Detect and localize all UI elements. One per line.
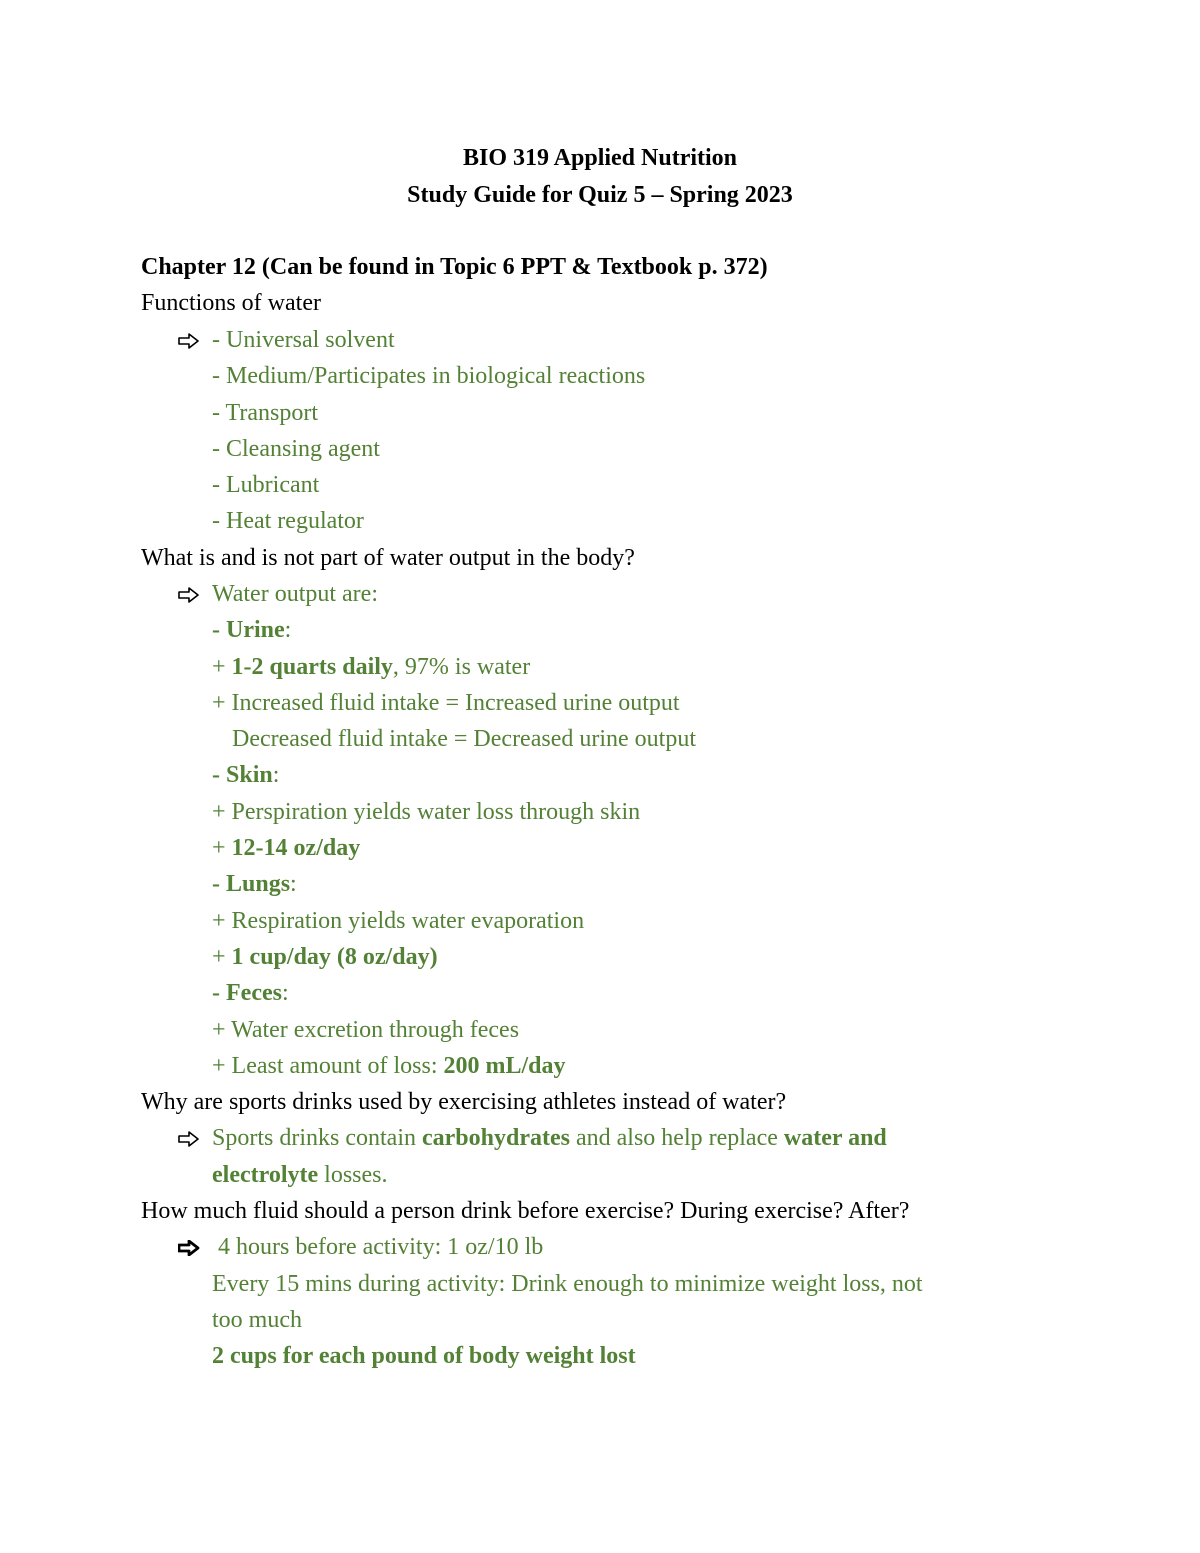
urine-detail: + 1-2 quarts daily, 97% is water [212, 654, 531, 680]
answer-line [178, 1123, 887, 1153]
answer-text: losses. [318, 1162, 388, 1188]
answer-line [178, 579, 378, 609]
urine-amount: 1-2 quarts daily [231, 654, 393, 680]
fluid-after: 2 cups for each pound of body weight lost [212, 1343, 636, 1369]
question-3: Why are sports drinks used by exercising athletes instead of water? [141, 1089, 787, 1115]
fluid-during-cont: too much [212, 1307, 302, 1333]
skin-amount: 12-14 oz/day [231, 835, 361, 861]
urine-detail-rest: , 97% is water [392, 654, 531, 680]
function-item: - Medium/Participates in biological reactions [212, 363, 646, 389]
answer-text: Sports drinks contain [212, 1125, 422, 1151]
skin-detail: + 12-14 oz/day [212, 835, 361, 861]
lungs-label: Lungs [226, 871, 291, 897]
feces-detail: + Water excretion through feces [212, 1017, 520, 1043]
feces-detail-text: + Least amount of loss: [212, 1053, 444, 1079]
lungs-detail: + 1 cup/day (8 oz/day) [212, 944, 438, 970]
function-item: - Transport [212, 400, 319, 426]
feces-heading: - Feces: [212, 980, 289, 1006]
function-item: - Cleansing agent [212, 436, 380, 462]
question-2: What is and is not part of water output in the body? [141, 545, 635, 571]
answer-line [178, 325, 395, 355]
function-item: - Heat regulator [212, 508, 364, 534]
answer-bold: carbohydrates [422, 1125, 570, 1151]
skin-detail: + Perspiration yields water loss through skin [212, 799, 641, 825]
lungs-amount: 1 cup/day (8 oz/day) [231, 944, 438, 970]
feces-label: Feces [226, 980, 282, 1006]
feces-detail [212, 1051, 566, 1081]
function-item: - Lubricant [212, 472, 320, 498]
arrow-right-icon [178, 325, 212, 355]
arrow-right-bold-icon [178, 1232, 212, 1262]
function-item: - Universal solvent [212, 327, 395, 353]
doc-title: BIO 319 Applied Nutrition [462, 145, 738, 171]
urine-label: Urine [226, 617, 285, 643]
question-1: Functions of water [141, 290, 321, 316]
answer-text: and also help replace [569, 1125, 784, 1151]
fluid-before: 4 hours before activity: 1 oz/10 lb [212, 1234, 544, 1260]
question-4: How much fluid should a person drink before exercise? During exercise? After? [141, 1198, 910, 1224]
skin-heading: - Skin: [212, 762, 280, 788]
lungs-detail: + Respiration yields water evaporation [212, 908, 585, 934]
urine-detail: + Increased fluid intake = Increased urine output [212, 690, 680, 716]
water-output-intro: Water output are: [212, 581, 378, 607]
fluid-during: Every 15 mins during activity: Drink enough to minimize weight loss, not [212, 1271, 923, 1297]
arrow-right-icon [178, 1123, 212, 1153]
answer-line [178, 1232, 543, 1262]
doc-subtitle: Study Guide for Quiz 5 – Spring 2023 [407, 182, 793, 208]
urine-heading: - Urine: [212, 617, 292, 643]
chapter-heading: Chapter 12 (Can be found in Topic 6 PPT & Textbook p. 372) [141, 254, 768, 280]
answer-line [212, 1160, 388, 1190]
lungs-heading: - Lungs: [212, 871, 297, 897]
answer-bold: electrolyte [212, 1162, 319, 1188]
skin-label: Skin [226, 762, 273, 788]
answer-bold: water and [783, 1125, 887, 1151]
arrow-right-icon [178, 579, 212, 609]
urine-detail: Decreased fluid intake = Decreased urine output [232, 726, 697, 752]
feces-amount: 200 mL/day [443, 1053, 566, 1079]
